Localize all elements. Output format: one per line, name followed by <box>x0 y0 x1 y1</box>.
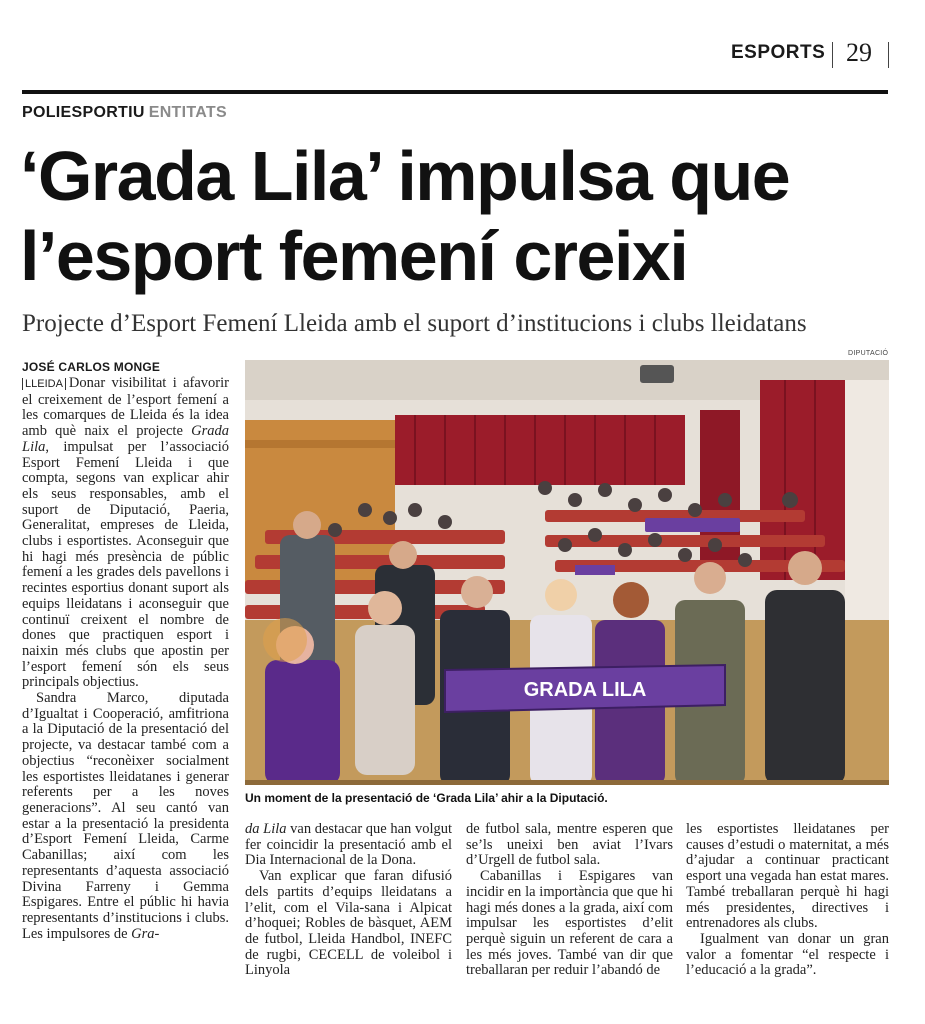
photo-illustration <box>245 360 889 785</box>
article-paragraph: Sandra Marco, diputada d’Igualtat i Cooperació, amfitriona a la Diputació de la presentació del projecte, va destacar també com a objectius “reconèixer socialment les esportistes lleidatanes i generar referents per a les noves generacions”. Al seu cantó van estar a la presentació la presidenta d’Esport Femení Lleida, Carme Cabanillas; així com les representants d’aquesta associació Divina Farreny i Gemma Espigares. Entre el públic hi havia representants d’institucions i clubs. Les impulsores de Gra- <box>22 690 229 942</box>
article-paragraph: Cabanillas i Espigares van incidir en la importància que que hi hagi més dones a la grada, així com impulsar les esportistes d’elit perquè siguin un referent de cara a les més joves. També van dir que treballaran per reduir l’abandó de <box>466 868 673 979</box>
headline-line-1: ‘Grada Lila’ impulsa que <box>20 137 790 215</box>
photo-caption: Un moment de la presentació de ‘Grada Lila’ ahir a la Diputació. <box>245 791 608 805</box>
kicker-sub: ENTITATS <box>148 104 227 121</box>
article-column-1 <box>22 376 229 942</box>
headline <box>20 136 900 296</box>
article-paragraph: de futbol sala, mentre esperen que se’ls uneixi ben aviat l’Ivars d’Urgell de futbol sala. <box>466 821 673 869</box>
top-rule <box>22 90 888 94</box>
subheadline: Projecte d’Esport Femení Lleida amb el suport d’institucions i clubs lleidatans <box>22 310 807 337</box>
article-paragraph: Igualment van donar un gran valor a fomentar “el respecte i l’educació a la grada”. <box>686 930 889 979</box>
section-label: ESPORTS <box>731 42 826 63</box>
article-column-2 <box>245 822 452 979</box>
article-paragraph: da Lila van destacar que han volgut fer coincidir la presentació amb el Dia Internacional de la Dona. <box>245 821 452 869</box>
kicker <box>22 104 227 122</box>
banner-text: GRADA LILA <box>523 679 647 701</box>
location-tag: LLEIDA <box>22 378 66 390</box>
header-divider-right <box>888 42 889 68</box>
article-column-3 <box>466 822 673 979</box>
photo-credit: DIPUTACIÓ <box>848 350 889 357</box>
article-column-4 <box>686 822 889 979</box>
article-paragraph: les esportistes lleidatanes per causes d’estudi o maternitat, a més d’ajudar a continuar practicant esport una vegada han estat mares. També treballaran perquè hi hagi més presidentes, directives i entrenadores als clubs. <box>686 821 889 932</box>
headline-line-2: l’esport femení creixi <box>20 217 688 295</box>
header-divider <box>832 42 833 68</box>
page-number: 29 <box>846 38 872 67</box>
article-paragraph: LLEIDA Donar visibilitat i afavorir el creixement de l’esport femení a les comarques de Lleida és la idea amb què naix el projecte Grada Lila, impulsat per l’associació Esport Femení Lleida i que compta, segons van explicar ahir els seus responsables, amb el suport de Diputació, Paeria, Generalitat, empreses de Lleida, clubs i esportistes. Aconseguir que hi hagi més presència de públic femení a les grades dels pavellons i recintes esportius donant suport als equips lleidatans i aconseguir que continuï creixent el nombre de dones que practiquen esport i naixin més clubs que apostin per l’esport femení són els seus principals objectius. <box>22 375 229 691</box>
event-photo <box>245 360 889 785</box>
kicker-main: POLIESPORTIU <box>22 104 145 121</box>
byline: JOSÉ CARLOS MONGE <box>22 360 161 374</box>
article-paragraph: Van explicar que faran difusió dels partits d’equips lleidatans a l’elit, com el Vila-sana i Alpicat d’hoquei; Robles de bàsquet, AEM de futbol, Lleida Handbol, INEFC de rugbi, CECELL de voleibol i Linyola <box>245 868 452 979</box>
